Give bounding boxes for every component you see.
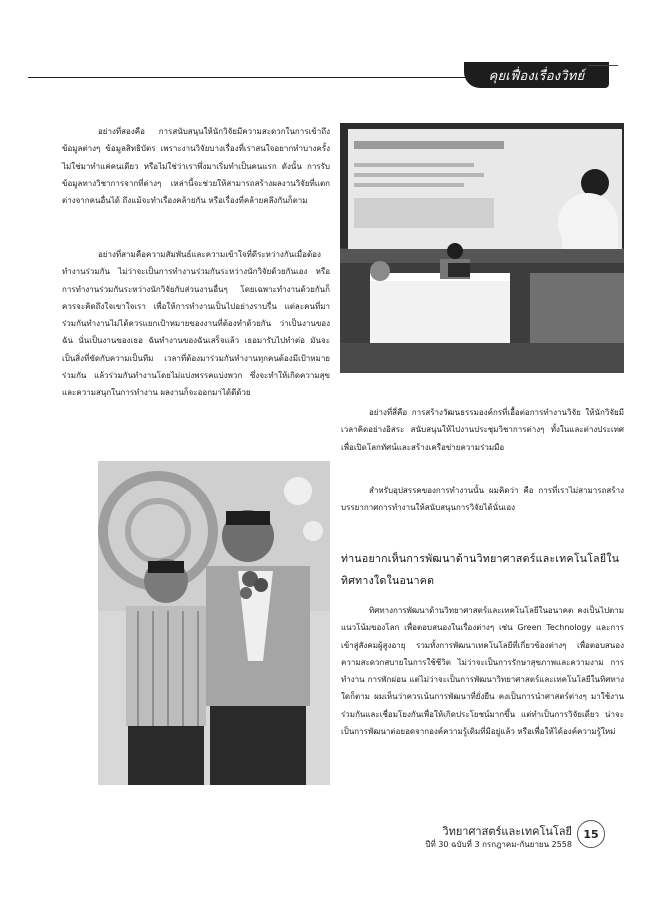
right-paragraph-2: สำหรับอุปสรรคของการทำงานนั้น ผมคิดว่า คือ การที่เราไม่สามารถสร้างบรรยากาศการทำงานให้สนับสนุนการวิจัยได้นั่นเอง [341, 486, 624, 513]
right-paragraph-3: ทิศทางการพัฒนาด้านวิทยาศาสตร์และเทคโนโลยีในอนาคต คงเป็นไปตามแนวโน้มของโลก เพื่อตอบสนองในเรื่องต่างๆ เช่น Green Technology และการเข้าสู่สังคมผู้สูงอายุ รวมทั้งการพัฒนาเทคโนโลยีที่เกี่ยวข้องต่างๆ เพื่อตอบสนองความสะดวกสบายในการใช้ชีวิต ไม่ว่าจะเป็นการรักษาสุขภาพและความงาม การทำงาน การพักผ่อน แต่ไม่ว่าจะเป็นการพัฒนาวิทยาศาสตร์และเทคโนโลยีในทิศทางใดก็ตาม ผมเห็นว่าควรเน้นการพัฒนาที่ยั่งยืน คงเป็นการนำศาสตร์ต่างๆ มาใช้งานร่วมกันและเชื่อมโยงกันเพื่อให้เกิดประโยชน์มากขึ้น แต่ทำเป็นการวิจัยเดี่ยว น่าจะเป็นการพัฒนาต่อยอดจากองค์ความรู้เดิมที่มีอยู่แล้ว หรือเพื่อให้ได้องค์ความรู้ใหม่ [341, 606, 624, 737]
header-rule [28, 77, 496, 78]
section-title: คุยเฟื่องเรื่องวิทย์ [488, 68, 585, 84]
award-illustration [98, 461, 330, 785]
left-paragraph-1: อย่างที่สองคือ การสนับสนุนให้นักวิจัยมีความสะดวกในการเข้าถึงข้อมูลต่างๆ ข้อมูลสิทธิบัตร เพราะงานวิจัยบางเรื่องที่เราสนใจอยากทำบางครั้งไม่ใช่มาทำแค่คนเดียว หรือไม่ใช่ว่าเราพึ่งมาเริ่มทำเป็นคนแรก ดังนั้น การรับข้อมูลทางวิชาการจากที่ต่างๆ เหล่านี้จะช่วยให้สามารถสร้างผลงานวิจัยที่แตกต่างจากคนอื่นได้ ถึงแม้จะทำเรื่องคล้ายกัน หรือเรื่องที่คล้ายคลึงกันก็ตาม [62, 127, 330, 206]
seminar-photo [340, 123, 624, 373]
issue-info: ปีที่ 30 ฉบับที่ 3 กรกฎาคม-กันยายน 2558 [425, 840, 572, 849]
page-number: 15 [577, 820, 605, 848]
magazine-title: วิทยาศาสตร์และเทคโนโลยี [442, 825, 572, 838]
left-paragraph-2: อย่างที่สามคือความสัมพันธ์และความเข้าใจที่ดีระหว่างกันเมื่อต้องทำงานร่วมกัน ไม่ว่าจะเป็นการทำงานร่วมกันระหว่างนักวิจัยด้วยกันเอง หรือการทำงานร่วมกันระหว่างนักวิจัยกับส่วนงานอื่นๆ โดยเฉพาะทำงานด้วยกันก็ควรจะคิดถึงใจเขาใจเรา เพื่อให้การทำงานเป็นไปอย่างราบรื่น แต่ละคนที่มาร่วมกันทำงานไม่ได้ควรแยกเป้าหมายของงานที่ต้องทำด้วยกัน ว่าเป็นงานของฉัน นั่นเป็นงานของเธอ ฉันทำงานของฉันเสร็จแล้ว เธอมารับไปทำต่อ มันจะเป็นสิ่งที่ขัดกับความเป็นทีม เวลาที่ต้องมาร่วมกันทำงานทุกคนต้องมีเป้าหมายร่วมกัน แล้วร่วมกันทำงานโดยไม่แบ่งพรรคแบ่งพวก ซึ่งจะทำให้เกิดความสุขและความสนุกในการทำงาน ผลงานก็จะออกมาได้ดีด้วย [62, 250, 330, 398]
right-paragraph-1: อย่างที่สี่คือ การสร้างวัฒนธรรมองค์กรที่เอื้อต่อการทำงานวิจัย ให้นักวิจัยมีเวลาคิดอย่างอิสระ สนับสนุนให้ไปงานประชุมวิชาการต่างๆ ทั้งในและต่างประเทศ เพื่อเปิดโลกทัศน์และสร้างเครือข่ายความร่วมมือ [341, 408, 624, 452]
tab-line [588, 65, 618, 66]
award-photo [98, 461, 330, 785]
section-heading: ท่านอยากเห็นการพัฒนาด้านวิทยาศาสตร์และเทคโนโลยีในทิศทางใดในอนาคต [341, 553, 620, 587]
seminar-illustration [340, 123, 624, 373]
